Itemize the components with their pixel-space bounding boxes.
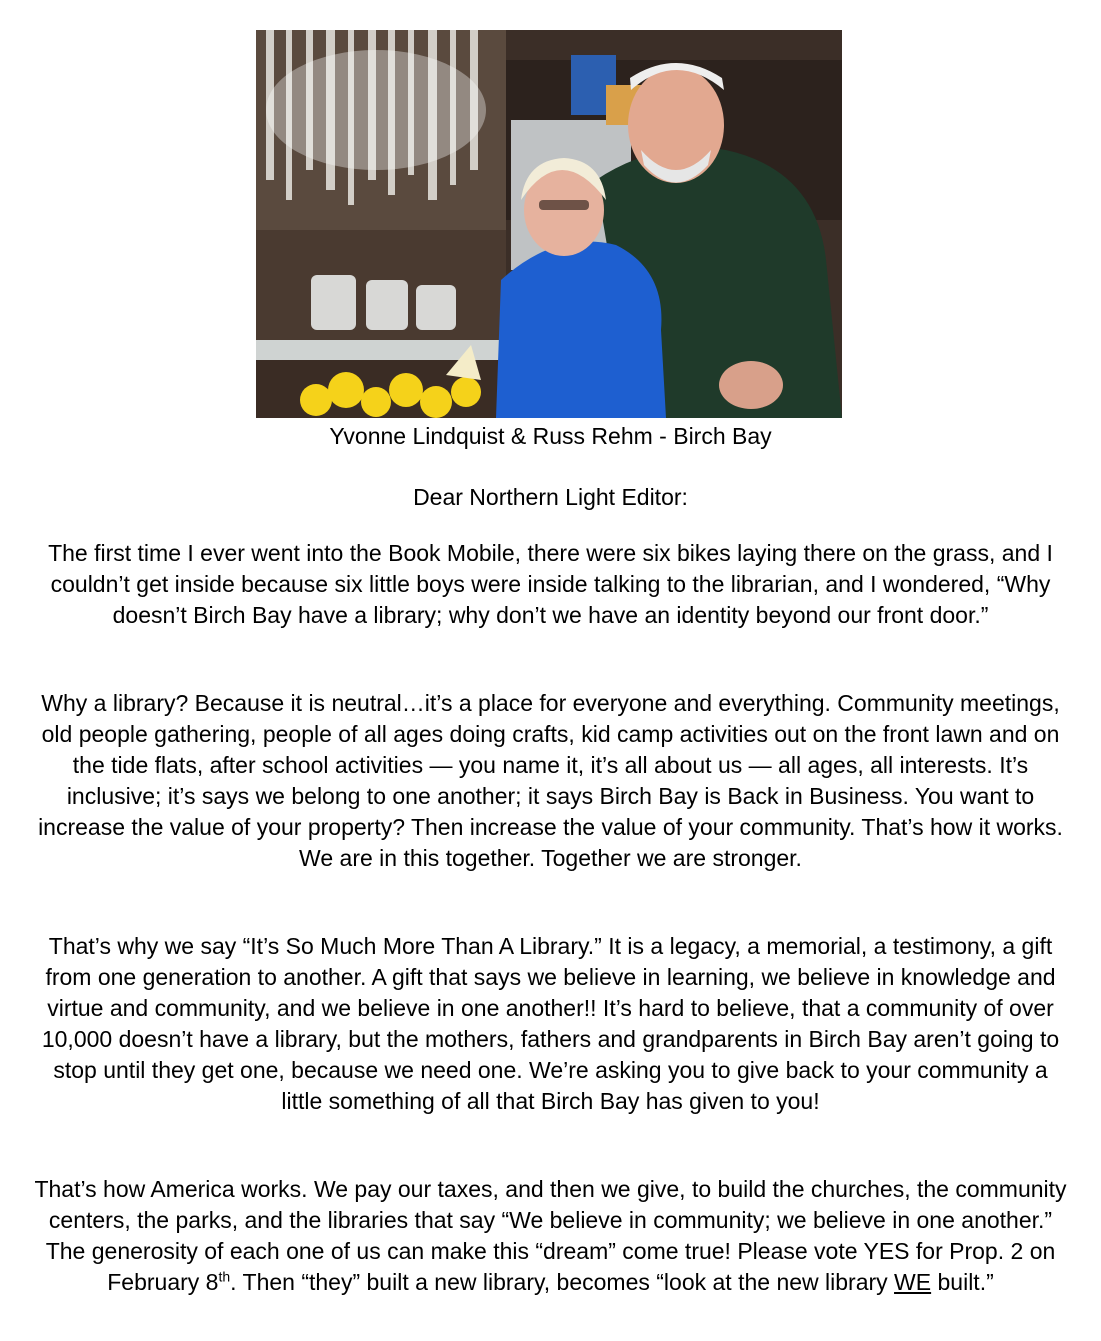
paragraph-3: That’s why we say “It’s So Much More Than A Library.” It is a legacy, a memorial, a testimony, a gift from one generation to another. A gift that says we believe in learning, we believe in knowledge and virtue and community, and we believe in one another!! It’s hard to believe, that a community of over 10,000 doesn’t have a library, but the mothers, fathers and grandparents in Birch Bay aren’t going to stop until they get one, because we need one. We’re asking you to give back to your community a little something of all that Birch Bay has given to you! xyxy=(41,933,1060,1114)
underlined-we: WE xyxy=(894,1269,932,1295)
ordinal-suffix: th xyxy=(218,1268,231,1285)
paragraph-4 xyxy=(30,1174,1071,1298)
paragraph-4-part-a: That’s how America works. We pay our taxes, and then we give, to build the churches, the community centers, the parks, and the libraries that say “We believe in community; we believe in one another.” The generosity of each one of us can make this “dream” come true! Please vote YES for Prop. 2 on February 8 xyxy=(34,1176,1067,1295)
paragraph-4-part-b: . Then “they” built a new library, becomes “look at the new library xyxy=(230,1269,895,1295)
paragraph-4-part-c: built.” xyxy=(931,1269,994,1295)
photo-caption: Yvonne Lindquist & Russ Rehm - Birch Bay xyxy=(329,423,772,449)
paragraph-1: The first time I ever went into the Book Mobile, there were six bikes laying there on the grass, and I couldn’t get inside because six little boys were inside talking to the librarian, and I wondered, “Why doesn’t Birch Bay have a library; why don’t we have an identity beyond our front door.” xyxy=(48,540,1053,628)
salutation: Dear Northern Light Editor: xyxy=(413,484,688,510)
paragraph-2: Why a library? Because it is neutral…it’s a place for everyone and everything. Community meetings, old people gathering, people of all ages doing crafts, kid camp activities out on the front lawn and on the tide flats, after school activities — you name it, it’s all about us — all ages, all interests. It’s inclusive; it’s says we belong to one another; it says Birch Bay is Back in Business. You want to increase the value of your property? Then increase the value of your community. That’s how it works. We are in this together. Together we are stronger. xyxy=(38,690,1063,871)
couple-photo xyxy=(256,30,842,418)
